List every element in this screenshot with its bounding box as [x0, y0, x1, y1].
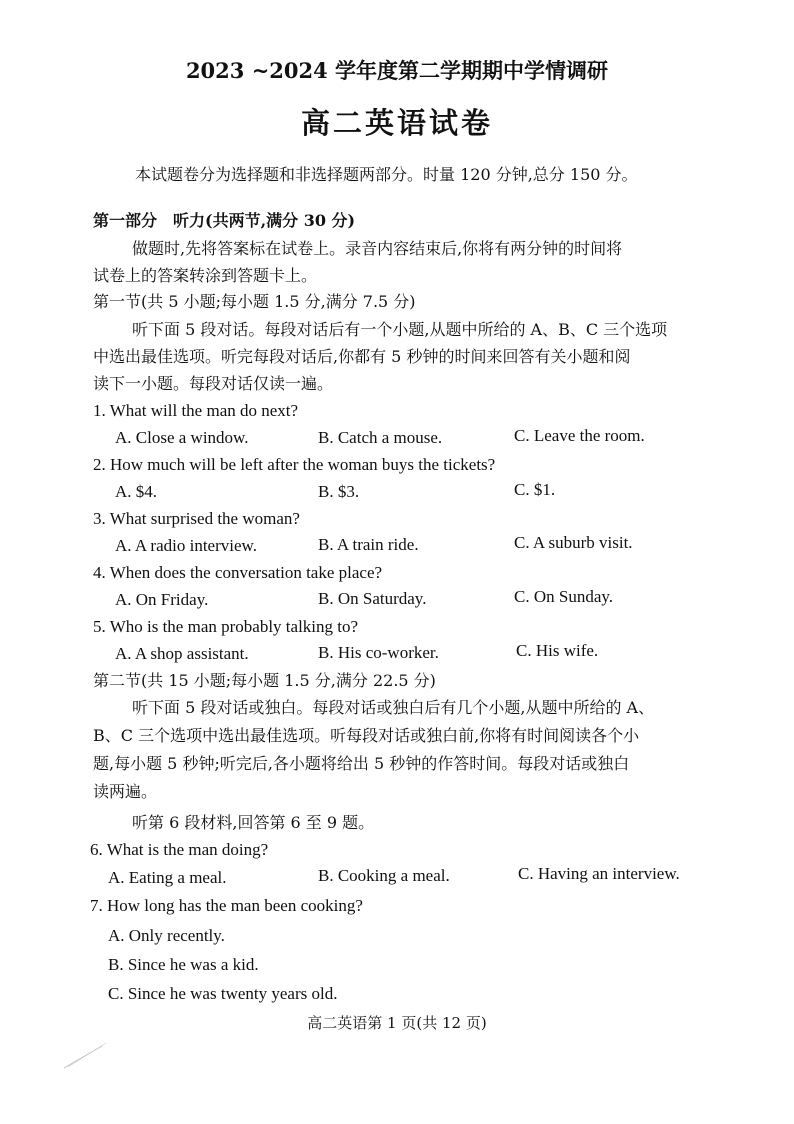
section2-instruction-line: 读两遍。 — [93, 782, 158, 801]
section2-instruction-line: 题,每小题 5 秒钟;听完后,各小题将给出 5 秒钟的作答时间。每段对话或独白 — [93, 754, 630, 773]
passage-note: 听第 6 段材料,回答第 6 至 9 题。 — [132, 813, 375, 832]
subject-title: 高二英语试卷 — [300, 106, 493, 140]
scan-mark — [62, 1040, 112, 1070]
q4-option-c: C. On Sunday. — [514, 587, 614, 606]
q3-option-b: B. A train ride. — [318, 535, 419, 554]
q7-option-a: A. Only recently. — [108, 926, 225, 945]
q7-option-c: C. Since he was twenty years old. — [108, 984, 338, 1003]
part1-instruction-line: 做题时,先将答案标在试卷上。录音内容结束后,你将有两分钟的时间将 — [132, 239, 623, 258]
q3-option-a: A. A radio interview. — [115, 536, 257, 555]
section2-instruction-line: B、C 三个选项中选出最佳选项。听每段对话或独白前,你将有时间阅读各个小 — [93, 726, 640, 745]
q1-option-a: A. Close a window. — [115, 428, 249, 447]
question-3: 3. What surprised the woman? — [93, 509, 300, 528]
q2-option-a: A. $4. — [115, 482, 158, 501]
q6-option-a: A. Eating a meal. — [108, 868, 227, 887]
section1-instruction-line: 听下面 5 段对话。每段对话后有一个小题,从题中所给的 A、B、C 三个选项 — [132, 320, 668, 339]
q4-option-a: A. On Friday. — [115, 590, 209, 609]
q1-option-b: B. Catch a mouse. — [318, 428, 443, 447]
question-5: 5. Who is the man probably talking to? — [93, 617, 359, 636]
q6-option-c: C. Having an interview. — [518, 864, 680, 883]
question-6: 6. What is the man doing? — [90, 840, 269, 859]
q2-option-b: B. $3. — [318, 482, 360, 501]
exam-intro: 本试题卷分为选择题和非选择题两部分。时量 120 分钟,总分 150 分。 — [135, 165, 638, 184]
question-4: 4. When does the conversation take place? — [93, 563, 383, 582]
q4-option-b: B. On Saturday. — [318, 589, 427, 608]
q5-option-b: B. His co-worker. — [318, 643, 439, 662]
q2-option-c: C. $1. — [514, 480, 556, 499]
q3-option-c: C. A suburb visit. — [514, 533, 633, 552]
q5-option-c: C. His wife. — [516, 641, 599, 660]
section1-heading: 第一节(共 5 小题;每小题 1.5 分,满分 7.5 分) — [93, 292, 416, 311]
section2-heading: 第二节(共 15 小题;每小题 1.5 分,满分 22.5 分) — [93, 671, 436, 690]
q7-option-b: B. Since he was a kid. — [108, 955, 259, 974]
section1-instruction-line: 读下一小题。每段对话仅读一遍。 — [93, 374, 334, 393]
q1-option-c: C. Leave the room. — [514, 426, 645, 445]
question-7: 7. How long has the man been cooking? — [90, 896, 363, 915]
q6-option-b: B. Cooking a meal. — [318, 866, 450, 885]
q5-option-a: A. A shop assistant. — [115, 644, 249, 663]
part1-instruction-line: 试卷上的答案转涂到答题卡上。 — [93, 266, 318, 285]
part1-heading: 第一部分 听力(共两节,满分 30 分) — [93, 211, 356, 230]
exam-title: 2023 ~2024 学年度第二学期期中学情调研 — [185, 58, 609, 83]
section1-instruction-line: 中选出最佳选项。听完每段对话后,你都有 5 秒钟的时间来回答有关小题和阅 — [93, 347, 631, 366]
question-1: 1. What will the man do next? — [93, 401, 299, 420]
page-footer: 高二英语第 1 页(共 12 页) — [307, 1014, 487, 1032]
question-2: 2. How much will be left after the woman buys the tickets? — [93, 455, 496, 474]
section2-instruction-line: 听下面 5 段对话或独白。每段对话或独白后有几个小题,从题中所给的 A、 — [132, 698, 655, 717]
